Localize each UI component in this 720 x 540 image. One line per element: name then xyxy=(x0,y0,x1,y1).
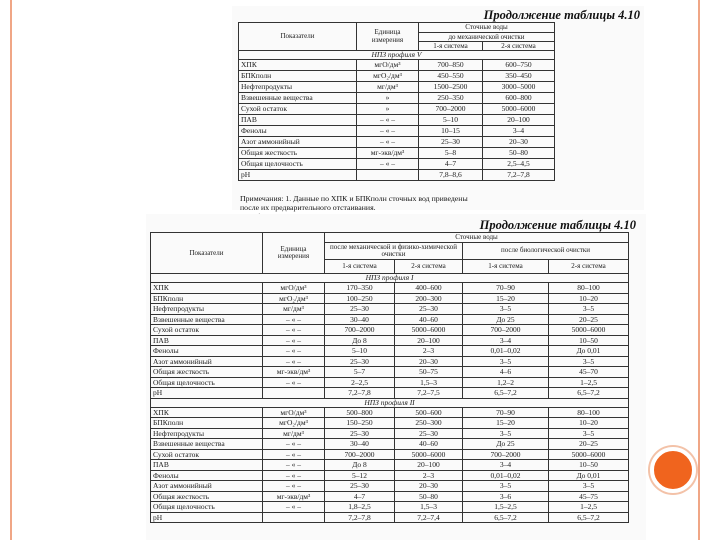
value-cell: 350–450 xyxy=(483,71,555,82)
value-cell: 7,2–7,4 xyxy=(395,512,463,523)
value-cell: 3000–5000 xyxy=(483,82,555,93)
unit-cell: мг/дм³ xyxy=(357,82,419,93)
table-row xyxy=(151,335,629,346)
table-row xyxy=(151,481,629,492)
value-cell: 3–5 xyxy=(549,428,629,439)
indicator-cell: Фенолы xyxy=(239,126,357,137)
unit-cell: – « – xyxy=(263,502,325,513)
value-cell: 500–600 xyxy=(395,407,463,418)
value-cell: 450–550 xyxy=(419,71,483,82)
value-cell: 1–2,5 xyxy=(549,377,629,388)
value-cell: 7,2–7,8 xyxy=(483,170,555,181)
unit-cell: – « – xyxy=(263,346,325,357)
value-cell: 700–2000 xyxy=(463,449,549,460)
value-cell: 500–800 xyxy=(325,407,395,418)
unit-cell: – « – xyxy=(263,356,325,367)
value-cell: 25–30 xyxy=(325,304,395,315)
value-cell: 5–10 xyxy=(419,115,483,126)
table-row xyxy=(151,293,629,304)
value-cell: 50–80 xyxy=(395,491,463,502)
indicator-cell: Азот аммонийный xyxy=(151,356,263,367)
unit-cell xyxy=(263,512,325,523)
note-line: Примечания: 1. Данные по ХПК и БПКполн сточных вод приведены xyxy=(240,194,468,203)
indicator-cell: ХПК xyxy=(239,60,357,71)
indicator-cell: Нефтепродукты xyxy=(151,304,263,315)
unit-cell: мг-экв/дм³ xyxy=(263,367,325,378)
value-cell: 25–30 xyxy=(325,428,395,439)
indicator-cell: Общая жесткость xyxy=(151,367,263,378)
value-cell: 15–20 xyxy=(463,293,549,304)
indicator-cell: Взвешенные вещества xyxy=(239,93,357,104)
unit-cell: мгО/дм³ xyxy=(263,407,325,418)
indicator-cell: Фенолы xyxy=(151,346,263,357)
col-unit-header: Единица измерения xyxy=(263,233,325,274)
value-cell: До 25 xyxy=(463,439,549,450)
table-row xyxy=(151,304,629,315)
unit-cell: – « – xyxy=(263,377,325,388)
value-cell: 700–2000 xyxy=(419,104,483,115)
note-line: после их предварительного отстаивания. xyxy=(240,202,376,212)
value-cell: 1–2,5 xyxy=(549,502,629,513)
value-cell: 6,5–7,2 xyxy=(463,512,549,523)
bottom-table xyxy=(150,232,629,523)
col-system1-header: 1-я система xyxy=(325,260,395,274)
value-cell: 5–7 xyxy=(325,367,395,378)
value-cell: 3–4 xyxy=(463,335,549,346)
value-cell: 25–30 xyxy=(395,304,463,315)
unit-cell: – « – xyxy=(357,137,419,148)
value-cell: 5000–6000 xyxy=(549,325,629,336)
table-row xyxy=(151,325,629,336)
value-cell: 20–30 xyxy=(395,481,463,492)
col-after-bio-header: после биологической очистки xyxy=(463,243,629,260)
value-cell: 5000–6000 xyxy=(549,449,629,460)
indicator-cell: pH xyxy=(151,512,263,523)
value-cell: 0,01–0,02 xyxy=(463,346,549,357)
value-cell: 5000–6000 xyxy=(395,325,463,336)
value-cell: 30–40 xyxy=(325,439,395,450)
table-row xyxy=(151,283,629,294)
value-cell: 6,5–7,2 xyxy=(463,388,549,399)
value-cell: 3–4 xyxy=(483,126,555,137)
value-cell: 3–4 xyxy=(463,460,549,471)
value-cell: 10–20 xyxy=(549,293,629,304)
indicator-cell: Сухой остаток xyxy=(239,104,357,115)
indicator-cell: Азот аммонийный xyxy=(239,137,357,148)
value-cell: 20–30 xyxy=(395,356,463,367)
table-row xyxy=(239,148,555,159)
value-cell: 20–100 xyxy=(483,115,555,126)
value-cell: 600–750 xyxy=(483,60,555,71)
unit-cell xyxy=(357,170,419,181)
value-cell: 45–70 xyxy=(549,367,629,378)
indicator-cell: Взвешенные вещества xyxy=(151,314,263,325)
left-frame-line xyxy=(10,0,12,540)
value-cell: 20–100 xyxy=(395,335,463,346)
unit-cell xyxy=(263,388,325,399)
value-cell: 1,5–3 xyxy=(395,377,463,388)
table-row xyxy=(239,170,555,181)
indicator-cell: Взвешенные вещества xyxy=(151,439,263,450)
unit-cell: – « – xyxy=(263,481,325,492)
value-cell: 80–100 xyxy=(549,407,629,418)
top-table-title: Продолжение таблицы 4.10 xyxy=(483,8,640,22)
value-cell: 2–3 xyxy=(395,470,463,481)
table-row xyxy=(151,470,629,481)
indicator-cell: Нефтепродукты xyxy=(151,428,263,439)
table-row xyxy=(151,314,629,325)
indicator-cell: ХПК xyxy=(151,283,263,294)
table-row xyxy=(151,377,629,388)
indicator-cell: ПАВ xyxy=(239,115,357,126)
value-cell: 5–12 xyxy=(325,470,395,481)
value-cell: 2–2,5 xyxy=(325,377,395,388)
unit-cell: мгО₂/дм³ xyxy=(263,293,325,304)
value-cell: 30–40 xyxy=(325,314,395,325)
col-bio-system2-header: 2-я система xyxy=(549,260,629,274)
value-cell: 10–50 xyxy=(549,335,629,346)
unit-cell: мгО₂/дм³ xyxy=(263,418,325,429)
value-cell: 4–7 xyxy=(419,159,483,170)
unit-cell: – « – xyxy=(263,449,325,460)
value-cell: 4–6 xyxy=(463,367,549,378)
indicator-cell: pH xyxy=(239,170,357,181)
table-row xyxy=(151,491,629,502)
value-cell: 600–800 xyxy=(483,93,555,104)
col-indicator-header: Показатели xyxy=(151,233,263,274)
value-cell: 7,2–7,5 xyxy=(395,388,463,399)
table-row xyxy=(239,93,555,104)
table-row xyxy=(239,104,555,115)
value-cell: 700–2000 xyxy=(463,325,549,336)
right-frame-line xyxy=(698,0,700,540)
col-system2-header: 2-я система xyxy=(395,260,463,274)
value-cell: 25–30 xyxy=(395,428,463,439)
value-cell: 1,5–2,5 xyxy=(463,502,549,513)
table-row xyxy=(151,388,629,399)
value-cell: 80–100 xyxy=(549,283,629,294)
value-cell: 20–25 xyxy=(549,439,629,450)
value-cell: 3–5 xyxy=(549,356,629,367)
table-row xyxy=(239,126,555,137)
value-cell: 3–5 xyxy=(463,481,549,492)
value-cell: 50–80 xyxy=(483,148,555,159)
value-cell: 700–2000 xyxy=(325,325,395,336)
unit-cell: – « – xyxy=(263,325,325,336)
table-row xyxy=(151,439,629,450)
value-cell: 700–2000 xyxy=(325,449,395,460)
bottom-table-title: Продолжение таблицы 4.10 xyxy=(479,218,636,232)
value-cell: 10–20 xyxy=(549,418,629,429)
value-cell: 3–5 xyxy=(463,356,549,367)
value-cell: 1500–2500 xyxy=(419,82,483,93)
value-cell: 1,5–3 xyxy=(395,502,463,513)
value-cell: 25–30 xyxy=(419,137,483,148)
value-cell: 3–5 xyxy=(463,304,549,315)
value-cell: 250–300 xyxy=(395,418,463,429)
value-cell: 400–600 xyxy=(395,283,463,294)
value-cell: До 8 xyxy=(325,335,395,346)
col-system1-header: 1-я система xyxy=(419,42,483,51)
value-cell: 5000–6000 xyxy=(483,104,555,115)
value-cell: 10–50 xyxy=(549,460,629,471)
value-cell: До 0,01 xyxy=(549,346,629,357)
profile-label: НПЗ профиля II xyxy=(151,398,629,407)
unit-cell: » xyxy=(357,93,419,104)
value-cell: 6,5–7,2 xyxy=(549,512,629,523)
value-cell: 25–30 xyxy=(325,481,395,492)
unit-cell: » xyxy=(357,104,419,115)
unit-cell: мг-экв/дм³ xyxy=(357,148,419,159)
value-cell: 10–15 xyxy=(419,126,483,137)
table-row xyxy=(239,71,555,82)
value-cell: До 25 xyxy=(463,314,549,325)
indicator-cell: БПКполн xyxy=(239,71,357,82)
value-cell: 3–5 xyxy=(549,481,629,492)
unit-cell: мг-экв/дм³ xyxy=(263,491,325,502)
profile-label: НПЗ профиля I xyxy=(151,274,629,283)
value-cell: 25–30 xyxy=(325,356,395,367)
col-system2-header: 2-я система xyxy=(483,42,555,51)
table-row xyxy=(239,60,555,71)
value-cell: 3–5 xyxy=(463,428,549,439)
table-row xyxy=(151,407,629,418)
indicator-cell: Общая щелочность xyxy=(151,377,263,388)
col-unit-header: Единица измерения xyxy=(357,23,419,51)
unit-cell: – « – xyxy=(357,126,419,137)
unit-cell: – « – xyxy=(357,115,419,126)
col-after-mech-header: до механической очистки xyxy=(419,33,555,42)
indicator-cell: Общая жесткость xyxy=(239,148,357,159)
value-cell: 20–100 xyxy=(395,460,463,471)
value-cell: 150–250 xyxy=(325,418,395,429)
indicator-cell: Нефтепродукты xyxy=(239,82,357,93)
unit-cell: – « – xyxy=(263,470,325,481)
value-cell: До 8 xyxy=(325,460,395,471)
indicator-cell: Общая щелочность xyxy=(151,502,263,513)
value-cell: 40–60 xyxy=(395,314,463,325)
table-row xyxy=(151,356,629,367)
unit-cell: мгО/дм³ xyxy=(357,60,419,71)
table-row xyxy=(151,449,629,460)
unit-cell: – « – xyxy=(263,439,325,450)
unit-cell: – « – xyxy=(263,460,325,471)
indicator-cell: Общая щелочность xyxy=(239,159,357,170)
indicator-cell: Сухой остаток xyxy=(151,325,263,336)
table-row xyxy=(151,512,629,523)
value-cell: 7,8–8,6 xyxy=(419,170,483,181)
value-cell: 3–5 xyxy=(549,304,629,315)
table-row xyxy=(151,367,629,378)
value-cell: 7,2–7,8 xyxy=(325,512,395,523)
table-row xyxy=(239,82,555,93)
table-row xyxy=(151,346,629,357)
value-cell: 5000–6000 xyxy=(395,449,463,460)
value-cell: 0,01–0,02 xyxy=(463,470,549,481)
value-cell: 1,2–2 xyxy=(463,377,549,388)
value-cell: 170–350 xyxy=(325,283,395,294)
value-cell: 200–300 xyxy=(395,293,463,304)
indicator-cell: ПАВ xyxy=(151,335,263,346)
value-cell: 2–3 xyxy=(395,346,463,357)
value-cell: 70–90 xyxy=(463,407,549,418)
indicator-cell: Общая жесткость xyxy=(151,491,263,502)
value-cell: 40–60 xyxy=(395,439,463,450)
col-wastewater-header: Сточные воды xyxy=(325,233,629,243)
table-row xyxy=(239,137,555,148)
value-cell: 45–75 xyxy=(549,491,629,502)
value-cell: 1,8–2,5 xyxy=(325,502,395,513)
value-cell: 5–10 xyxy=(325,346,395,357)
unit-cell: мг/дм³ xyxy=(263,428,325,439)
table-row xyxy=(151,428,629,439)
top-table xyxy=(238,22,555,181)
value-cell: 4–7 xyxy=(325,491,395,502)
table-row xyxy=(151,460,629,471)
table-row xyxy=(151,418,629,429)
unit-cell: мгО/дм³ xyxy=(263,283,325,294)
value-cell: 6,5–7,2 xyxy=(549,388,629,399)
col-wastewater-header: Сточные воды xyxy=(419,23,555,33)
value-cell: 15–20 xyxy=(463,418,549,429)
unit-cell: – « – xyxy=(263,335,325,346)
unit-cell: – « – xyxy=(263,314,325,325)
unit-cell: мг/дм³ xyxy=(263,304,325,315)
indicator-cell: БПКполн xyxy=(151,418,263,429)
value-cell: 7,2–7,8 xyxy=(325,388,395,399)
accent-circle xyxy=(650,447,696,493)
value-cell: 2,5–4,5 xyxy=(483,159,555,170)
value-cell: 250–350 xyxy=(419,93,483,104)
value-cell: 3–6 xyxy=(463,491,549,502)
col-indicator-header: Показатели xyxy=(239,23,357,51)
col-bio-system1-header: 1-я система xyxy=(463,260,549,274)
unit-cell: мгО₂/дм³ xyxy=(357,71,419,82)
col-after-mech-header: после механической и физико-химической очистки xyxy=(325,243,463,260)
value-cell: До 0,01 xyxy=(549,470,629,481)
table-row xyxy=(151,502,629,513)
value-cell: 50–75 xyxy=(395,367,463,378)
indicator-cell: Фенолы xyxy=(151,470,263,481)
indicator-cell: ХПК xyxy=(151,407,263,418)
indicator-cell: pH xyxy=(151,388,263,399)
value-cell: 70–90 xyxy=(463,283,549,294)
profile-label: НПЗ профиля V xyxy=(239,51,555,60)
value-cell: 100–250 xyxy=(325,293,395,304)
indicator-cell: Азот аммонийный xyxy=(151,481,263,492)
table-row xyxy=(239,115,555,126)
table-row xyxy=(239,159,555,170)
value-cell: 20–25 xyxy=(549,314,629,325)
value-cell: 5–8 xyxy=(419,148,483,159)
indicator-cell: ПАВ xyxy=(151,460,263,471)
indicator-cell: БПКполн xyxy=(151,293,263,304)
unit-cell: – « – xyxy=(357,159,419,170)
indicator-cell: Сухой остаток xyxy=(151,449,263,460)
value-cell: 700–850 xyxy=(419,60,483,71)
value-cell: 20–30 xyxy=(483,137,555,148)
